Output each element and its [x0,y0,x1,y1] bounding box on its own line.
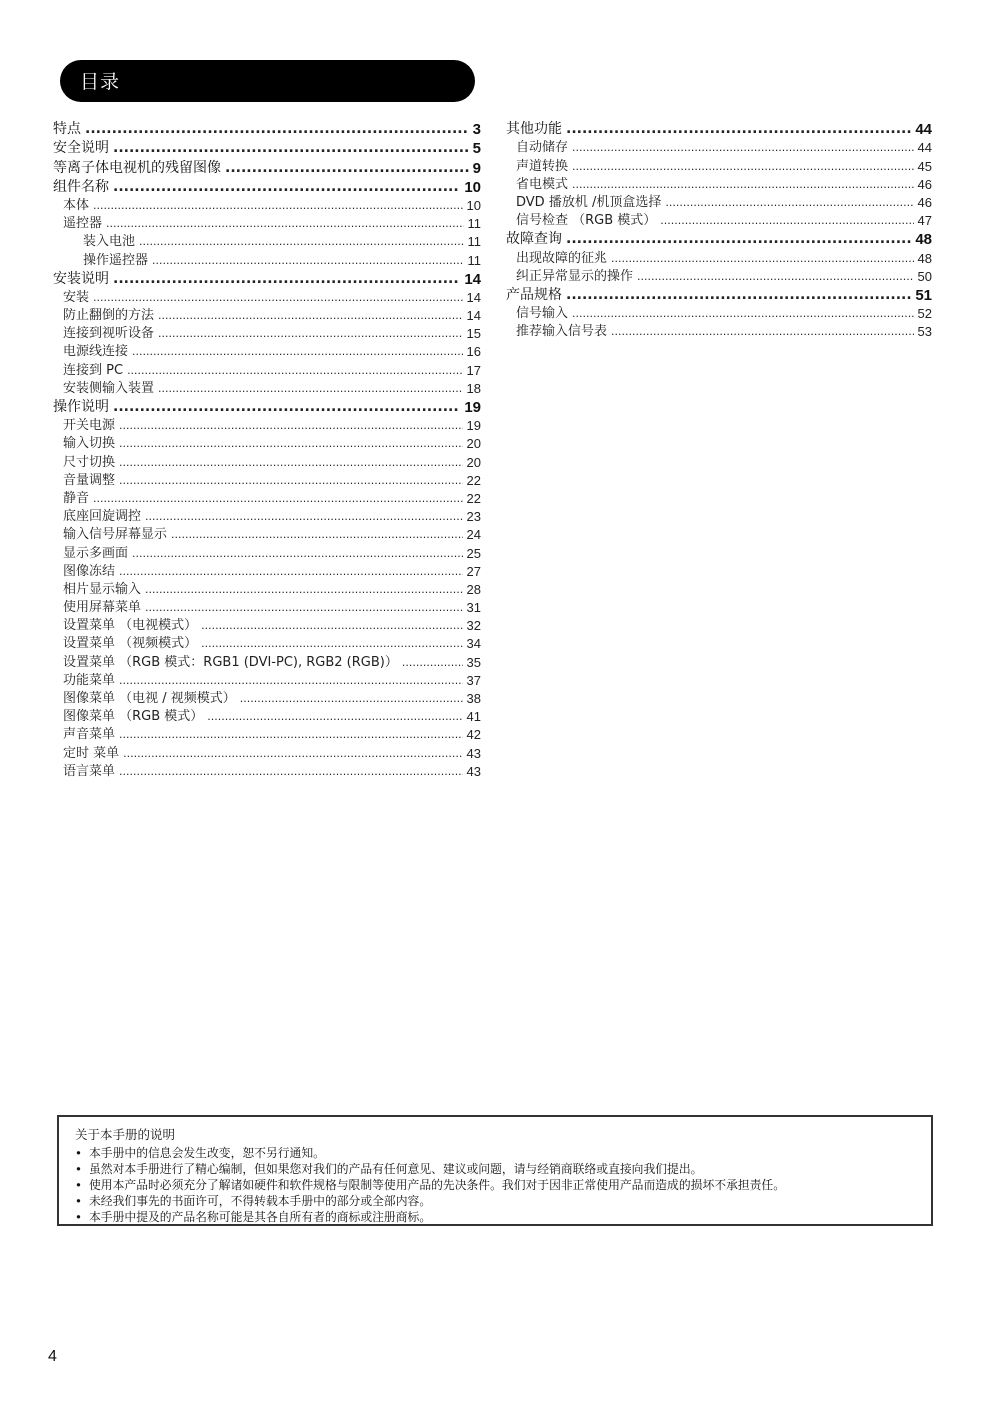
toc-entry [53,708,481,726]
toc-entry-title: 省电模式 [516,176,569,192]
toc-entry-page: 50 [917,268,932,284]
toc-entry [53,215,481,233]
toc-entry-title: 故障查询 [506,231,562,248]
toc-entry-page: 9 [472,159,481,177]
toc-entry-page: 15 [466,326,481,342]
toc-entry [53,581,481,599]
toc-leader-dots [119,454,463,472]
toc-leader-dots [566,230,911,249]
toc-entry-title: 安装 [63,289,90,305]
toc-entry-title: 安装侧输入装置 [63,380,155,396]
toc-entry [53,361,481,379]
toc-entry-page: 48 [915,231,932,249]
toc-entry-page: 28 [466,581,481,597]
toc-entry-title: 出现故障的征兆 [516,250,608,266]
toc-entry-title: 尺寸切换 [63,454,116,470]
toc-entry-title: 设置菜单 （电视模式） [63,618,198,634]
toc-entry-title: 本体 [63,197,90,213]
toc-entry [506,139,932,157]
toc-entry-title: 连接到 PC [63,362,124,378]
toc-entry [53,158,481,177]
toc-entry-page: 24 [466,527,481,543]
toc-entry-title: 声道转换 [516,158,569,174]
toc-entry-title: 图像菜单 （RGB 模式） [63,709,204,725]
toc-leader-dots [145,599,463,617]
toc-entry [53,653,481,671]
toc-entry [53,599,481,617]
toc-leader-dots [566,286,911,305]
notice-item: • 使用本产品时必须充分了解诸如硬件和软件规格与限制等使用产品的先决条件。我们对于因非正常使用产品而造成的损坏不承担责任。 [75,1178,786,1192]
toc-leader-dots [85,120,469,139]
toc-leader-dots [113,398,460,417]
toc-entry-page: 14 [466,308,481,324]
toc-entry [53,672,481,690]
notice-title: 关于本手册的说明 [75,1127,176,1142]
toc-entry-page: 27 [466,563,481,579]
toc-entry-title: 开关电源 [63,418,116,434]
toc-leader-dots [113,139,469,158]
toc-entry [53,120,481,139]
toc-entry [506,230,932,249]
toc-leader-dots [113,178,460,197]
toc-entry-page: 32 [466,618,481,634]
toc-entry [53,563,481,581]
toc-entry-page: 45 [917,158,932,174]
toc-entry-page: 14 [466,289,481,305]
toc-entry [53,726,481,744]
toc-entry-page: 52 [917,306,932,322]
toc-entry-title: 产品规格 [506,286,562,303]
toc-entry [53,325,481,343]
toc-entry-title: 底座回旋调控 [63,509,142,525]
toc-header-title: 目录 [80,71,121,93]
toc-entry-title: 推荐输入信号表 [516,324,608,340]
toc-entry-title: 显示多画面 [63,545,129,561]
toc-leader-dots [93,289,463,307]
toc-leader-dots [132,343,463,361]
toc-entry-page: 11 [467,234,481,250]
toc-entry-title: 自动储存 [516,140,569,156]
toc-entry [53,435,481,453]
toc-entry-title: 连接到视听设备 [63,326,155,342]
toc-leader-dots [207,708,462,726]
toc-entry-page: 10 [464,178,481,196]
toc-entry-page: 14 [464,270,481,288]
toc-entry-title: 装入电池 [83,234,136,250]
bullet-icon: • [75,1178,82,1192]
toc-entry [53,763,481,781]
toc-entry [506,157,932,175]
toc-entry-page: 43 [466,745,481,761]
toc-entry [53,417,481,435]
toc-entry-page: 11 [467,216,481,232]
toc-leader-dots [572,305,914,323]
toc-entry [53,270,481,289]
toc-entry-title: 图像菜单 （电视 / 视频模式） [63,691,236,706]
toc-leader-dots [123,745,462,763]
toc-entry-title: 设置菜单 （RGB 模式：RGB1 (DVI-PC), RGB2 (RGB)） [63,654,398,670]
toc-entry-title: 定时 菜单 [63,745,120,761]
toc-leader-dots [119,726,463,744]
toc-leader-dots [119,563,463,581]
toc-entry [53,307,481,325]
toc-leader-dots [611,323,914,341]
toc-entry [53,398,481,417]
toc-entry-title: 纠正异常显示的操作 [516,268,634,284]
toc-entry [53,343,481,361]
toc-leader-dots [119,672,463,690]
toc-entry-title: 音量调整 [63,472,116,488]
toc-entry-title: 安全说明 [53,140,109,157]
toc-entry-page: 41 [466,709,481,725]
toc-entry-title: 声音菜单 [63,727,116,743]
toc-entry [53,289,481,307]
toc-leader-dots [201,635,462,653]
page-number: 4 [48,1348,57,1365]
toc-entry-title: 组件名称 [53,178,109,195]
toc-leader-dots [572,176,914,194]
toc-entry-title: DVD 播放机 /机顶盒选择 [516,194,662,210]
toc-leader-dots [201,617,462,635]
toc-entry [53,453,481,471]
toc-entry-page: 17 [466,362,481,378]
toc-entry [53,233,481,251]
bullet-icon: • [75,1194,82,1208]
toc-leader-dots [119,763,463,781]
toc-entry-title: 信号检查 （RGB 模式） [516,213,657,229]
toc-leader-dots [139,233,463,251]
toc-entry-page: 25 [466,545,481,561]
toc-entry-title: 特点 [53,121,81,138]
toc-entry-title: 功能菜单 [63,672,116,688]
toc-entry [53,139,481,158]
toc-entry-page: 3 [472,121,481,139]
toc-leader-dots [171,526,463,544]
toc-entry [53,544,481,562]
toc-entry [506,286,932,305]
toc-entry-page: 5 [472,140,481,158]
toc-entry-title: 其他功能 [506,121,562,138]
toc-entry [53,526,481,544]
toc-entry [53,178,481,197]
toc-leader-dots [158,380,463,398]
bullet-icon: • [75,1210,82,1224]
notice-item: • 未经我们事先的书面许可，不得转载本手册中的部分或全部内容。 [75,1194,432,1208]
toc-entry-page: 22 [466,472,481,488]
toc-leader-dots [119,435,463,453]
manual-notice-box [57,1115,933,1226]
toc-entry-page: 35 [466,654,481,670]
toc-entry-title: 输入切换 [63,436,116,452]
toc-entry-title: 信号输入 [516,306,569,322]
toc-leader-dots [637,268,914,286]
toc-entry-page: 37 [466,672,481,688]
toc-entry-page: 44 [915,121,932,139]
notice-item: • 本手册中提及的产品名称可能是其各自所有者的商标或注册商标。 [75,1210,432,1224]
toc-entry-page: 44 [917,140,932,156]
toc-entry-title: 遥控器 [63,216,103,232]
toc-entry-title: 使用屏幕菜单 [63,600,142,616]
toc-entry-page: 18 [466,380,481,396]
toc-leader-dots [93,490,463,508]
toc-entry [53,635,481,653]
toc-entry-page: 46 [917,176,932,192]
toc-entry-page: 16 [466,344,481,360]
toc-entry-title: 操作遥控器 [83,252,149,268]
toc-entry [53,251,481,269]
toc-entry-title: 相片显示输入 [63,581,142,597]
toc-leader-dots [240,690,463,708]
toc-entry [53,490,481,508]
toc-entry-page: 11 [467,252,481,268]
toc-entry-page: 22 [466,490,481,506]
toc-leader-dots [127,362,462,380]
toc-entry [53,690,481,708]
toc-entry-page: 20 [466,454,481,470]
toc-entry [53,197,481,215]
toc-left-column [53,120,481,781]
toc-entry-title: 图像冻结 [63,563,116,579]
notice-item: • 虽然对本手册进行了精心编制，但如果您对我们的产品有任何意见、建议或问题，请与经销商联络或直接向我们提出。 [75,1162,703,1176]
toc-leader-dots [113,270,460,289]
toc-entry [53,380,481,398]
toc-leader-dots [106,215,463,233]
toc-entry [506,176,932,194]
bullet-icon: • [75,1162,82,1176]
toc-entry [506,212,932,230]
toc-entry-title: 电源线连接 [63,344,129,360]
toc-leader-dots [119,417,463,435]
toc-entry-title: 语言菜单 [63,763,116,779]
toc-entry-page: 53 [917,324,932,340]
toc-leader-dots [566,120,911,139]
toc-entry [53,744,481,762]
toc-entry-title: 安装说明 [53,270,109,287]
toc-entry [506,268,932,286]
toc-entry-page: 19 [466,418,481,434]
toc-leader-dots [145,581,463,599]
toc-leader-dots [665,194,913,212]
toc-entry-page: 46 [917,194,932,210]
toc-right-column [506,120,932,341]
notice-item: • 本手册中的信息会发生改变，恕不另行通知。 [75,1146,325,1160]
toc-leader-dots [572,139,914,157]
toc-entry [53,472,481,490]
toc-entry-page: 10 [466,197,481,213]
toc-leader-dots [132,545,463,563]
toc-leader-dots [572,158,914,176]
toc-leader-dots [119,472,463,490]
toc-entry [506,305,932,323]
toc-entry [506,249,932,267]
bullet-icon: • [75,1146,82,1160]
toc-leader-dots [158,307,463,325]
toc-entry-page: 19 [464,399,481,416]
toc-header-banner [60,60,475,102]
toc-entry [506,120,932,139]
toc-leader-dots [152,252,463,270]
toc-leader-dots [225,159,469,178]
toc-entry [53,508,481,526]
toc-entry-page: 42 [466,727,481,743]
toc-entry-page: 20 [466,436,481,452]
toc-leader-dots [611,250,914,268]
toc-leader-dots [402,654,463,672]
toc-entry-title: 输入信号屏幕显示 [63,527,168,543]
toc-entry [506,323,932,341]
toc-entry-page: 34 [466,636,481,652]
notice-list [75,1145,915,1225]
toc-entry-page: 48 [917,250,932,266]
toc-leader-dots [158,325,463,343]
toc-entry-page: 23 [466,509,481,525]
toc-entry-title: 静音 [63,490,90,506]
toc-leader-dots [660,212,913,230]
toc-entry-title: 防止翻倒的方法 [63,308,155,324]
toc-entry [506,194,932,212]
toc-leader-dots [93,197,463,215]
toc-entry-title: 操作说明 [53,399,109,415]
toc-leader-dots [145,508,463,526]
toc-entry [53,617,481,635]
toc-entry-title: 设置菜单 （视频模式） [63,636,198,652]
toc-entry-page: 43 [466,763,481,779]
toc-entry-page: 47 [917,213,932,229]
toc-entry-page: 51 [915,286,932,304]
toc-entry-page: 38 [466,691,481,706]
toc-entry-page: 31 [466,600,481,616]
toc-entry-title: 等离子体电视机的残留图像 [53,159,221,176]
